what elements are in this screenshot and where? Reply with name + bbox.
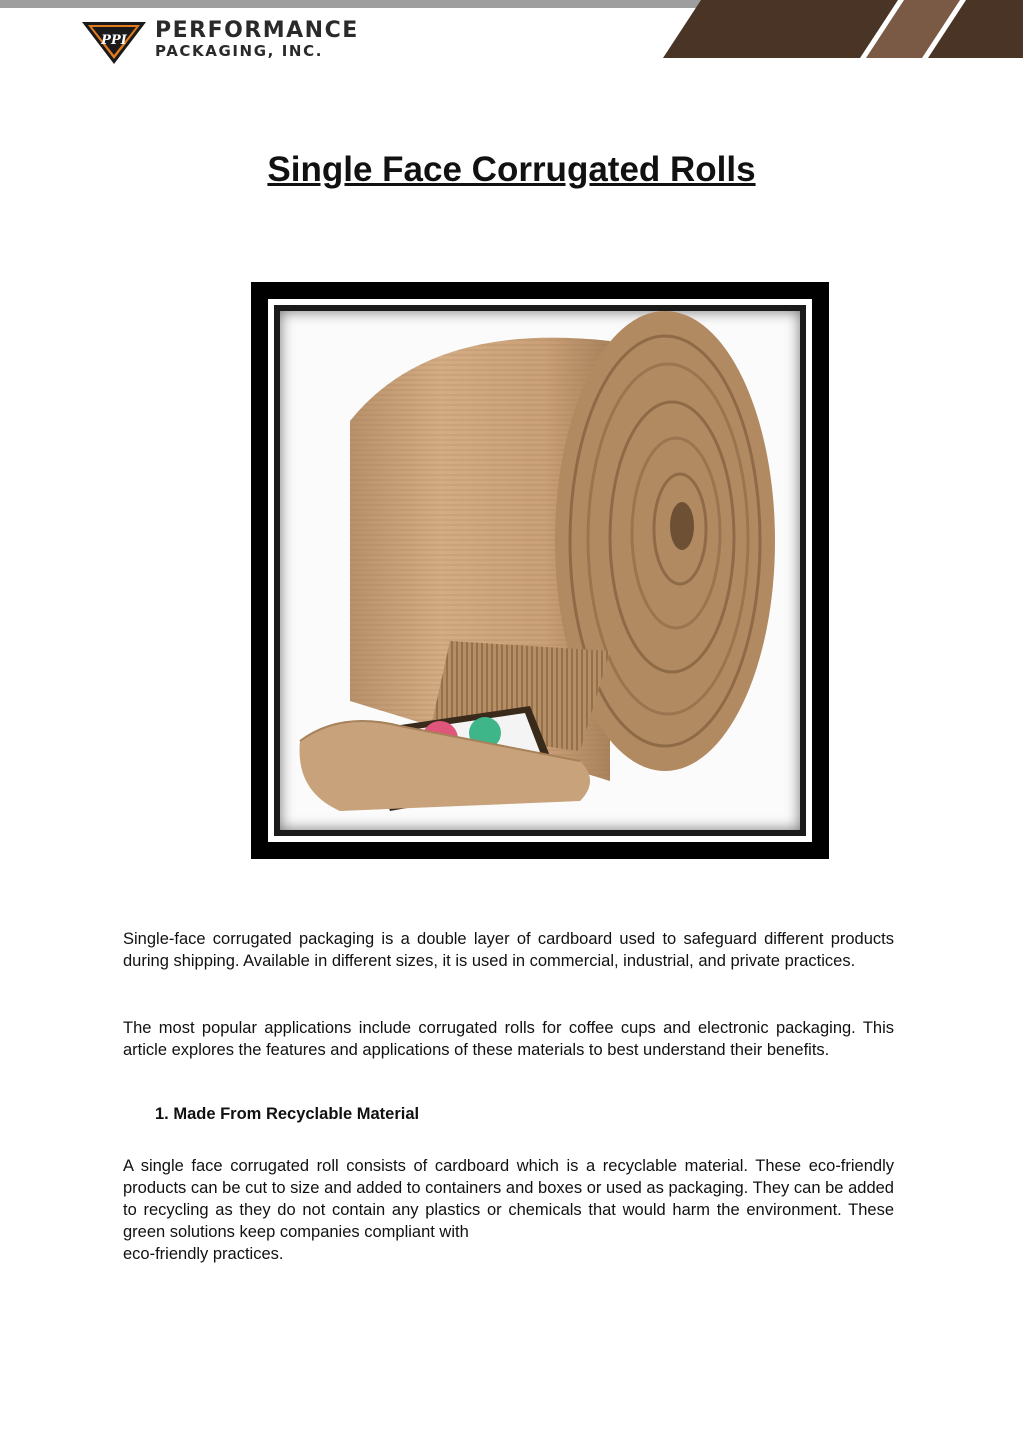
corrugated-roll-photo [280, 311, 800, 830]
logo-shield-icon [80, 16, 148, 66]
product-photo-frame [251, 282, 829, 859]
company-logo [80, 16, 400, 66]
recyclable-paragraph: A single face corrugated roll consists of cardboard which is a recyclable material. These eco-friendly products can be cut to size and added to containers and boxes or used as packaging. They can be added to recycling as they do not contain any plastics or chemicals that would harm the environment. These green solutions keep companies compliant with [123, 1157, 894, 1241]
recyclable-paragraph-end: eco-friendly practices. [123, 1245, 284, 1263]
brand-subname: PACKAGING, INC. [155, 42, 323, 60]
header-stripe [663, 0, 898, 58]
brand-name: PERFORMANCE [155, 18, 359, 43]
logo-monogram: PPI [101, 33, 127, 48]
page-title: Single Face Corrugated Rolls [267, 150, 756, 189]
corrugated-roll-illustration [280, 311, 800, 830]
header-stripes [663, 0, 1023, 58]
header-top-bar [0, 0, 710, 8]
intro-paragraph: Single-face corrugated packaging is a double layer of cardboard used to safeguard different products during shipping. Available in different sizes, it is used in commercial, industrial, and private practices. [123, 930, 894, 970]
section-heading-recyclable: 1. Made From Recyclable Material [155, 1105, 420, 1123]
applications-paragraph: The most popular applications include corrugated rolls for coffee cups and electronic packaging. This article explores the features and applications of these materials to best understand their benefits. [123, 1019, 894, 1059]
